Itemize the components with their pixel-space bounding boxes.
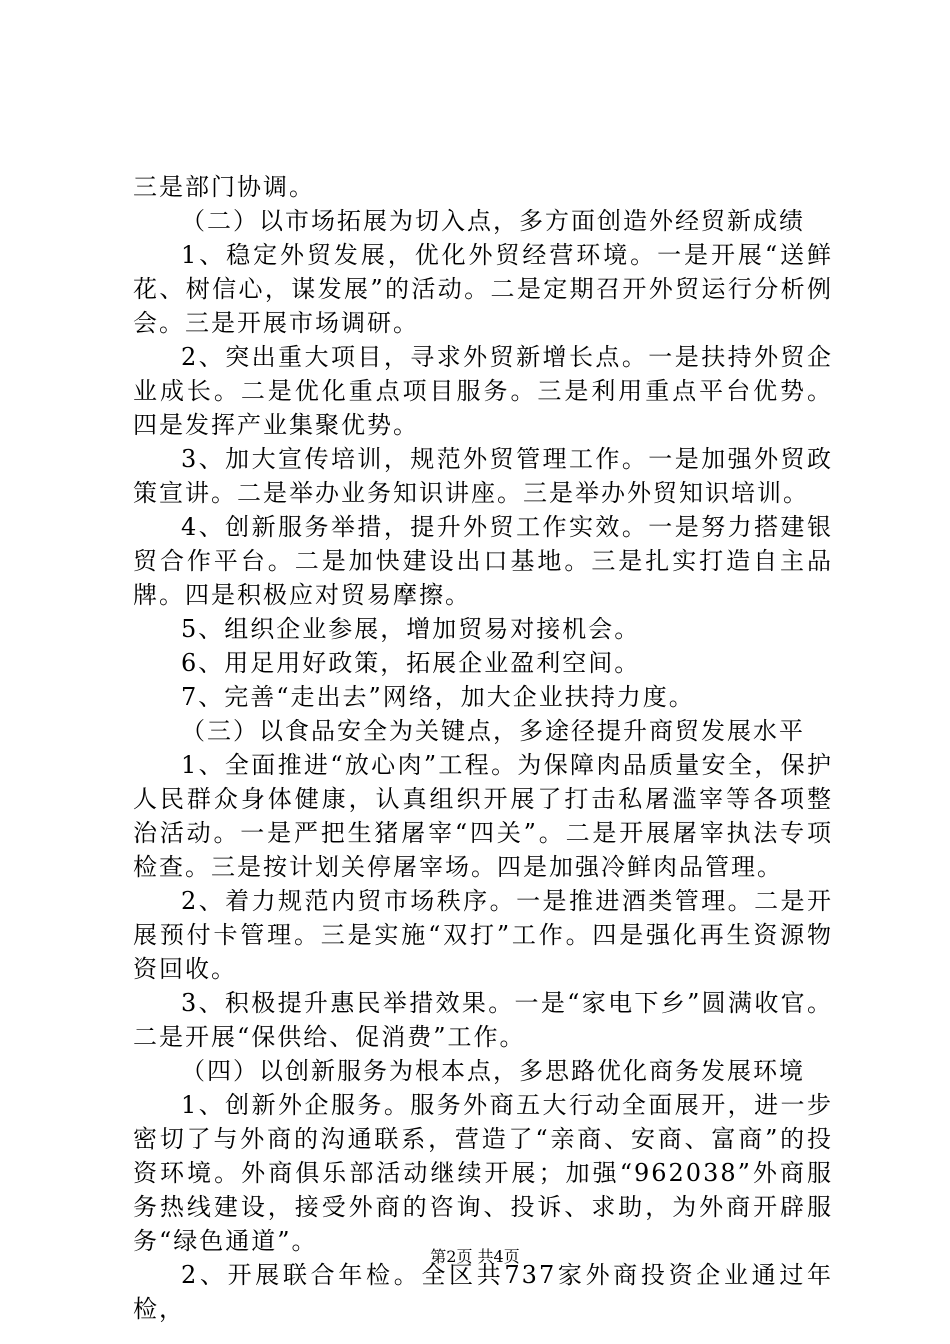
paragraph: 2、着力规范内贸市场秩序。一是推进酒类管理。二是开展预付卡管理。三是实施“双打”工作。四是强化再生资源物资回收。 — [133, 887, 833, 983]
paragraph: 4、创新服务举措，提升外贸工作实效。一是努力搭建银贸合作平台。二是加快建设出口基地。三是扎实打造自主品牌。四是积极应对贸易摩擦。 — [133, 513, 833, 609]
paragraph: 5、组织企业参展，增加贸易对接机会。 — [181, 615, 641, 643]
paragraph: 3、加大宣传培训，规范外贸管理工作。一是加强外贸政策宣讲。二是举办业务知识讲座。三是举办外贸知识培训。 — [133, 445, 833, 507]
paragraph: 1、全面推进“放心肉”工程。为保障肉品质量安全，保护人民群众身体健康，认真组织开展了打击私屠滥宰等各项整治活动。一是严把生猪屠宰“四关”。二是开展屠宰执法专项检查。三是按计划关停屠宰场。四是加强冷鲜肉品管理。 — [133, 751, 833, 881]
section-heading: （四）以创新服务为根本点，多思路优化商务发展环境 — [181, 1057, 805, 1085]
section-heading: （二）以市场拓展为切入点，多方面创造外经贸新成绩 — [181, 207, 805, 235]
paragraph: 2、开展联合年检。全区共737家外商投资企业通过年检， — [133, 1261, 833, 1323]
document-body — [133, 170, 833, 1326]
paragraph: 7、完善“走出去”网络，加大企业扶持力度。 — [181, 683, 695, 711]
paragraph: 3、积极提升惠民举措效果。一是“家电下乡”圆满收官。二是开展“保供给、促消费”工作。 — [133, 989, 833, 1051]
paragraph: 三是部门协调。 — [133, 173, 315, 201]
paragraph: 1、稳定外贸发展，优化外贸经营环境。一是开展“送鲜花、树信心，谋发展”的活动。二是定期召开外贸运行分析例会。三是开展市场调研。 — [133, 241, 833, 337]
section-heading: （三）以食品安全为关键点，多途径提升商贸发展水平 — [181, 717, 805, 745]
page-footer: 第2页 共4页 — [430, 1247, 520, 1266]
paragraph: 2、突出重大项目，寻求外贸新增长点。一是扶持外贸企业成长。二是优化重点项目服务。三是利用重点平台优势。四是发挥产业集聚优势。 — [133, 343, 833, 439]
paragraph: 6、用足用好政策，拓展企业盈利空间。 — [181, 649, 641, 677]
paragraph: 1、创新外企服务。服务外商五大行动全面展开，进一步密切了与外商的沟通联系，营造了“亲商、安商、富商”的投资环境。外商俱乐部活动继续开展；加强“962038”外商服务热线建设，接受外商的咨询、投诉、求助，为外商开辟服务“绿色通道”。 — [133, 1091, 833, 1255]
